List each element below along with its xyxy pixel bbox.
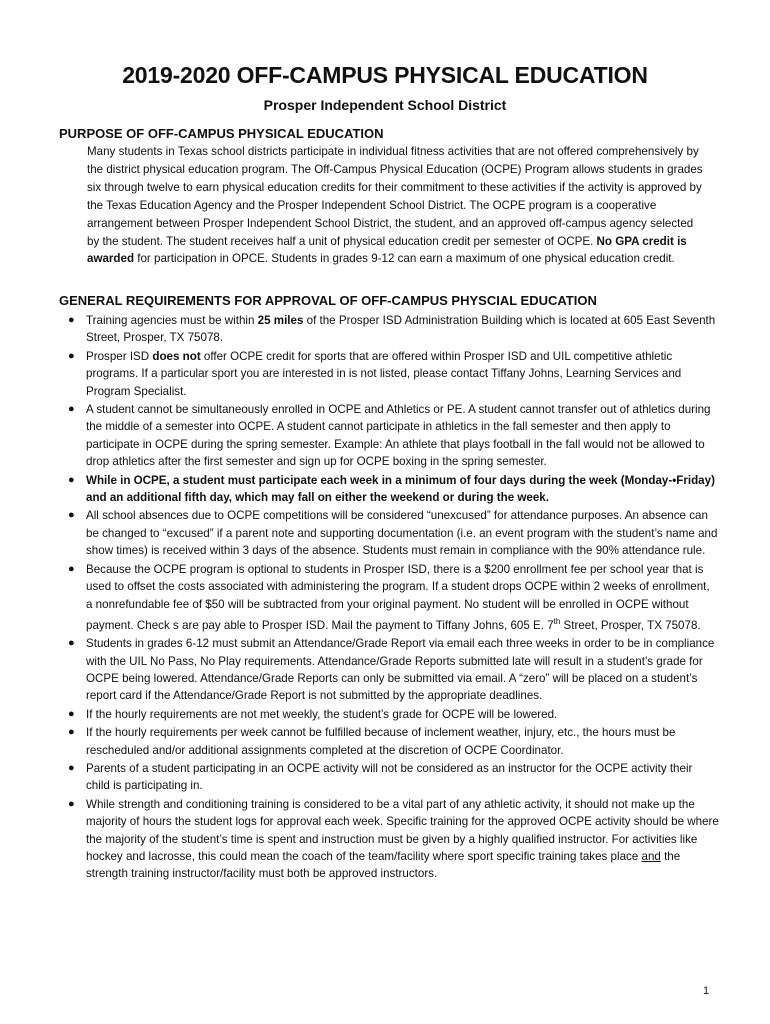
list-item (59, 348, 719, 400)
item-text-c: offer OCPE credit for sports that are offered within Prosper ISD and UIL competitive athletic programs. If a particular sport you are interested in is not listed, please contact Tiffany Johns, Learning Services and Program Specialist. (86, 349, 682, 398)
bullet-icon: ● (68, 726, 75, 739)
purpose-heading: PURPOSE OF OFF-CAMPUS PHYSICAL EDUCATION (59, 126, 384, 141)
item-text-c: the strength training instructor/facility must both be approved instructors. (86, 850, 681, 881)
item-text-underlined: and (641, 850, 661, 864)
item-text: Parents of a student participating in an OCPE activity will not be considered as an instructor for the OCPE activity their child is participating in. (86, 762, 693, 793)
purpose-paragraph (87, 143, 707, 268)
item-text: All school absences due to OCPE competitions will be considered “unexcused” for attendance purposes. An absence can be changed to “excused” if a parent note and supporting documentation (i.e. an event program with the student’s name and show times) is received within 3 days of the absence. Students must remain in compliance with the 90% attendance rule. (86, 509, 718, 558)
list-item (59, 401, 719, 471)
item-text: Students in grades 6-12 must submit an Attendance/Grade Report via email each three weeks in order to be in compliance with the UIL No Pass, No Play requirements. Attendance/Grade Reports submitted late will result in a student’s grade for OCPE being lowered. Attendance/Grade Reports can only be submitted via email. A “zero” will be placed on a student’s report card if the Attendance/Grade Report is not submitted by the appropriate deadlines. (86, 637, 715, 703)
list-item (59, 472, 719, 507)
list-item (59, 507, 719, 559)
purpose-text-bold: No GPA credit is awarded (87, 234, 687, 266)
bullet-icon: ● (68, 762, 75, 775)
item-text: A student cannot be simultaneously enrolled in OCPE and Athletics or PE. A student cannot transfer out of athletics during the middle of a semester into OCPE. A student cannot participate in athletics in the fall semester and then apply to participate in OCPE during the spring semester. Example: An athlete that plays football in the fall would not be allowed to drop athletics after the first semester and sign up for OCPE boxing in the spring semester. (86, 403, 711, 469)
item-text: While in OCPE, a student must participate each week in a minimum of four days during the week (Monday-•Friday) and an additional fifth day, which may fall on either the weekend or during the week. (86, 473, 715, 505)
purpose-text-1: Many students in Texas school districts participate in individual fitness activities that are not offered comprehensively by the district physical education program. The Off-Campus Physical Education (OCPE) Program allows students in grades six through twelve to earn physical education credits for their commitment to these activities if the activity is approved by the Texas Education Agency and the Prosper Independent School District. The OCPE program is a cooperative arrangement between Prosper Independent School District, the student, and an approved off-campus agency selected by the student. The student receives half a unit of physical education credit per semester of OCPE. (87, 145, 703, 248)
item-text-a: Prosper ISD (86, 349, 153, 363)
bullet-icon: ● (68, 509, 75, 522)
item-text: If the hourly requirements per week cannot be fulfilled because of inclement weather, injury, etc., the hours must be rescheduled and/or additional assignments completed at the discretion of OCPE Coordinator. (86, 726, 676, 757)
item-text-c: of the Prosper ISD Administration Building which is located at 605 East Seventh Street, Prosper, TX 75078. (86, 314, 716, 345)
bullet-icon: ● (68, 707, 75, 720)
bullet-icon: ● (68, 349, 75, 362)
item-text: If the hourly requirements are not met weekly, the student’s grade for OCPE will be lowered. (86, 707, 558, 721)
item-text-c: Street, Prosper, TX 75078. (560, 618, 701, 632)
bullet-icon: ● (68, 562, 75, 575)
page-number: 1 (703, 985, 710, 997)
general-requirements-heading: GENERAL REQUIREMENTS FOR APPROVAL OF OFF-CAMPUS PHYSCIAL EDUCATION (59, 293, 597, 308)
bullet-icon: ● (68, 314, 75, 326)
purpose-text-2: for participation in OPCE. Students in grades 9-12 can earn a maximum of one physical education credit. (134, 252, 675, 266)
list-item (59, 760, 719, 795)
item-text-a: Because the OCPE program is optional to students in Prosper ISD, there is a $200 enrollment fee per school year that is used to offset the costs associated with administering the program. If a student drops OCPE within 2 weeks of enrollment, a nonrefundable fee of $50 will be subtracted from your original payment. No student will be enrolled in OCPE without payment. Check s are pay able to Prosper ISD. Mail the payment to Tiffany Johns, 605 E. 7 (86, 562, 710, 632)
list-item (59, 706, 719, 723)
item-text-bold: 25 miles (257, 314, 304, 327)
item-text-bold: does not (152, 349, 201, 363)
district-subtitle: Prosper Independent School District (263, 97, 507, 113)
bullet-icon: ● (68, 637, 75, 650)
list-item (59, 635, 719, 705)
list-item (59, 724, 719, 759)
list-item (59, 312, 719, 347)
item-text-sup: th (553, 616, 561, 626)
item-text-a: Training agencies must be within (86, 314, 258, 327)
page-title: 2019-2020 OFF-CAMPUS PHYSICAL EDUCATION (122, 62, 648, 88)
list-item (59, 561, 719, 634)
list-item (59, 796, 719, 883)
item-text-a: While strength and conditioning training is considered to be a vital part of any athletic activity, it should not make up the majority of hours the student logs for approval each week. Specific training for the approved OCPE activity should be where the majority of the student’s time is spent and instruction must be given by a highly qualified instructor. For activities like hockey and lacrosse, this could mean the coach of the team/facility where sport specific training takes place (86, 797, 719, 864)
bullet-icon: ● (68, 797, 75, 810)
bullet-icon: ● (68, 403, 75, 416)
requirements-list (59, 312, 719, 883)
bullet-icon: ● (68, 473, 75, 486)
